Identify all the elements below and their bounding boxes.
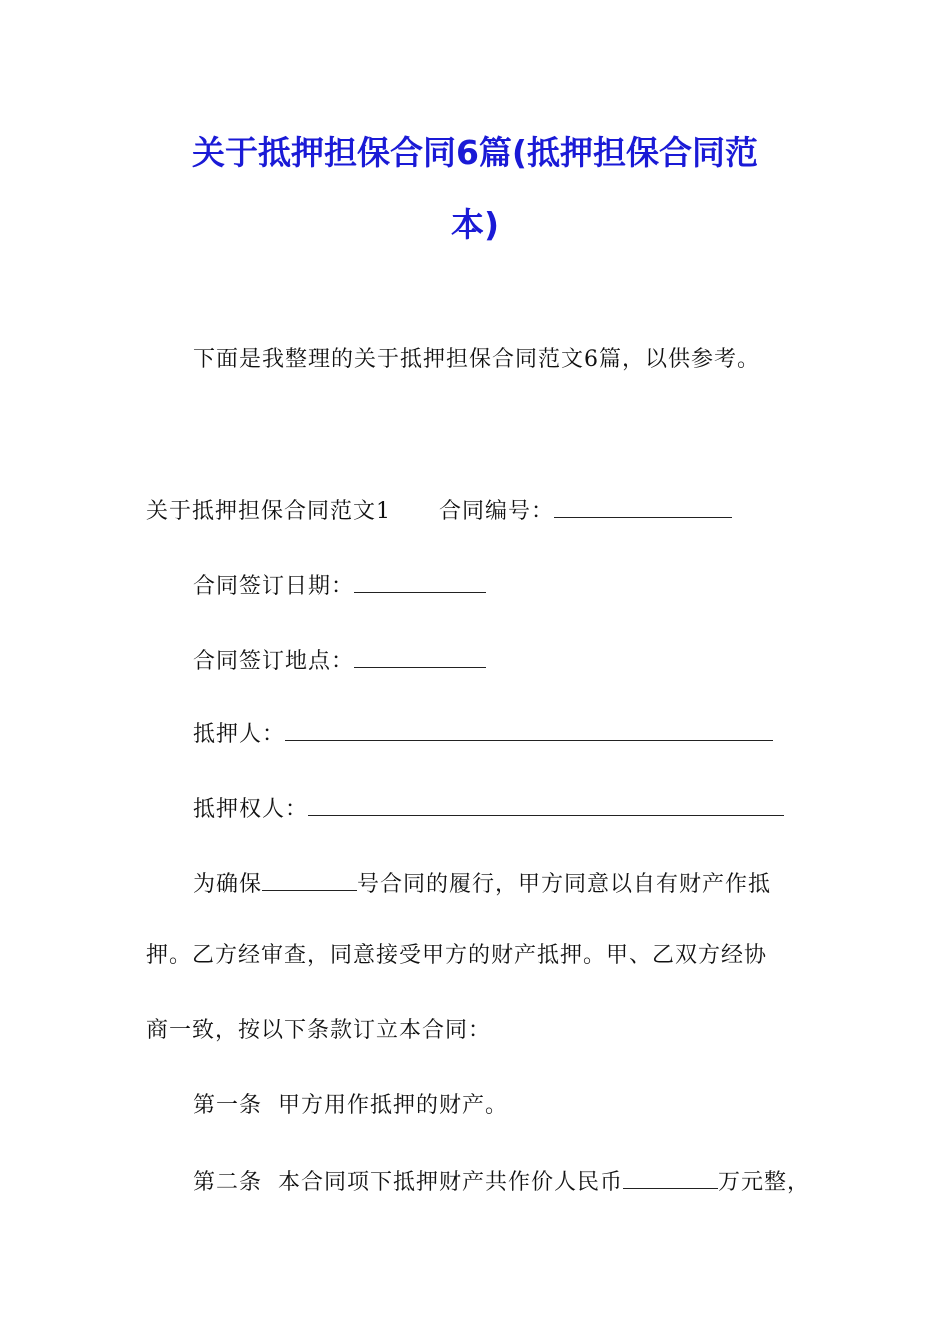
mortgagee-blank bbox=[308, 793, 784, 816]
article-2-line bbox=[193, 1166, 810, 1198]
contract-ref-blank bbox=[262, 868, 357, 891]
article-1: 第一条 甲方用作抵押的财产。 bbox=[193, 1093, 508, 1118]
document-title-line-1: 关于抵押担保合同6篇(抵押担保合同范 bbox=[191, 133, 759, 172]
contract-header-line bbox=[146, 495, 732, 527]
paragraph-1-line-3: 商一致，按以下条款订立本合同： bbox=[146, 1018, 492, 1043]
paragraph-1-text-a: 为确保 bbox=[193, 872, 263, 897]
contract-number-blank bbox=[554, 495, 732, 518]
sign-date-line bbox=[193, 570, 486, 602]
article-2-text-b: 万元整， bbox=[718, 1170, 811, 1195]
sign-date-label: 合同签订日期： bbox=[193, 574, 355, 599]
mortgagee-line bbox=[193, 793, 784, 825]
intro-paragraph: 下面是我整理的关于抵押担保合同范文6篇，以供参考。 bbox=[193, 347, 760, 372]
section-heading: 关于抵押担保合同范文1 bbox=[146, 499, 391, 524]
contract-number-label: 合同编号： bbox=[439, 499, 555, 524]
article-2-text-a: 第二条 本合同项下抵押财产共作价人民币 bbox=[193, 1170, 623, 1195]
sign-place-blank bbox=[354, 645, 486, 668]
mortgagor-label: 抵押人： bbox=[193, 722, 286, 747]
sign-place-line bbox=[193, 645, 486, 677]
paragraph-1-text-b: 号合同的履行，甲方同意以自有财产作抵 bbox=[357, 872, 772, 897]
mortgagor-blank bbox=[285, 718, 773, 741]
document-title-line-2: 本) bbox=[450, 205, 500, 244]
sign-date-blank bbox=[354, 570, 486, 593]
paragraph-1-line-2: 押。乙方经审查，同意接受甲方的财产抵押。甲、乙双方经协 bbox=[146, 943, 768, 968]
valuation-blank bbox=[623, 1166, 718, 1189]
mortgagee-label: 抵押权人： bbox=[193, 797, 309, 822]
paragraph-1-line-1 bbox=[193, 868, 771, 900]
mortgagor-line bbox=[193, 718, 773, 750]
sign-place-label: 合同签订地点： bbox=[193, 649, 355, 674]
